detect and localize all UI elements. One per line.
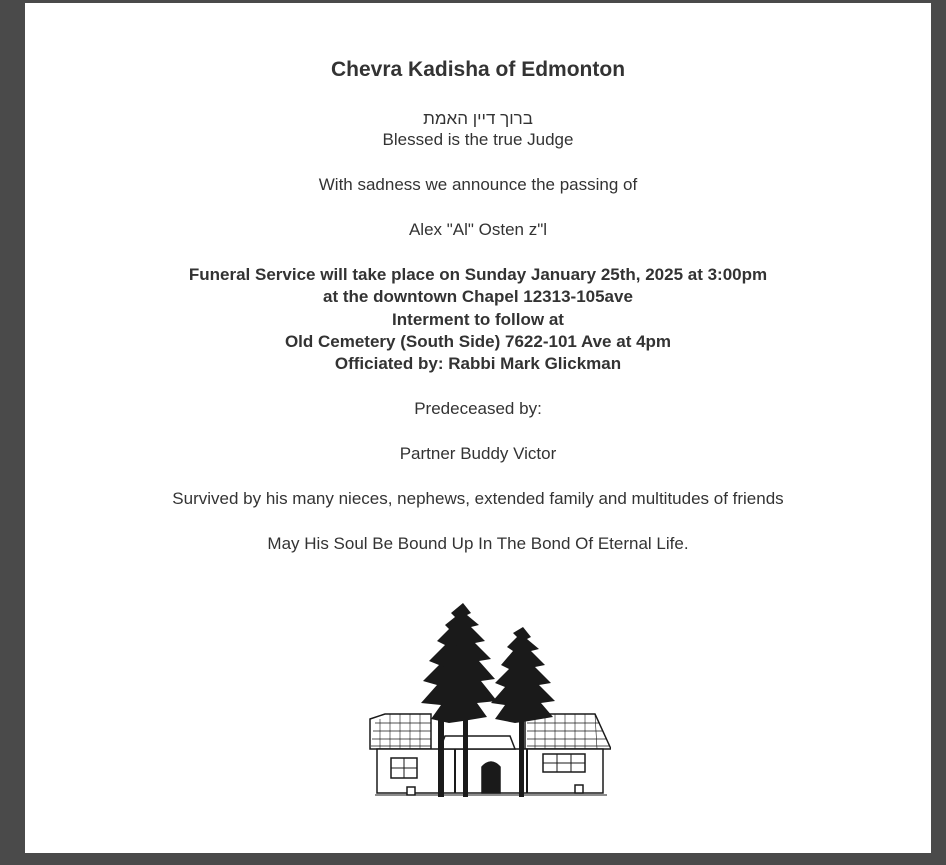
service-line-2: at the downtown Chapel 12313-105ave bbox=[323, 287, 633, 306]
service-line-4: Old Cemetery (South Side) 7622-101 Ave at 4pm bbox=[284, 332, 672, 351]
org-title: Chevra Kadisha of Edmonton bbox=[330, 58, 626, 81]
chapel-with-trees-icon bbox=[345, 601, 611, 801]
deceased-name: Alex "Al" Osten z"l bbox=[408, 220, 548, 239]
hebrew-blessing: ברוך דיין האמת bbox=[423, 109, 533, 128]
blessing-translation: Blessed is the true Judge bbox=[382, 130, 574, 149]
closing-text: May His Soul Be Bound Up In The Bond Of Eternal Life. bbox=[267, 534, 689, 553]
service-line-3: Interment to follow at bbox=[392, 310, 564, 329]
service-line-5: Officiated by: Rabbi Mark Glickman bbox=[334, 354, 622, 373]
survived-by-text: Survived by his many nieces, nephews, extended family and multitudes of friends bbox=[172, 489, 784, 508]
notice-page bbox=[25, 3, 931, 853]
announcement-text: With sadness we announce the passing of bbox=[318, 175, 638, 194]
predeceased-label: Predeceased by: bbox=[414, 399, 542, 418]
service-line-1: Funeral Service will take place on Sunday January 25th, 2025 at 3:00pm bbox=[188, 265, 768, 284]
predeceased-names: Partner Buddy Victor bbox=[399, 444, 557, 463]
